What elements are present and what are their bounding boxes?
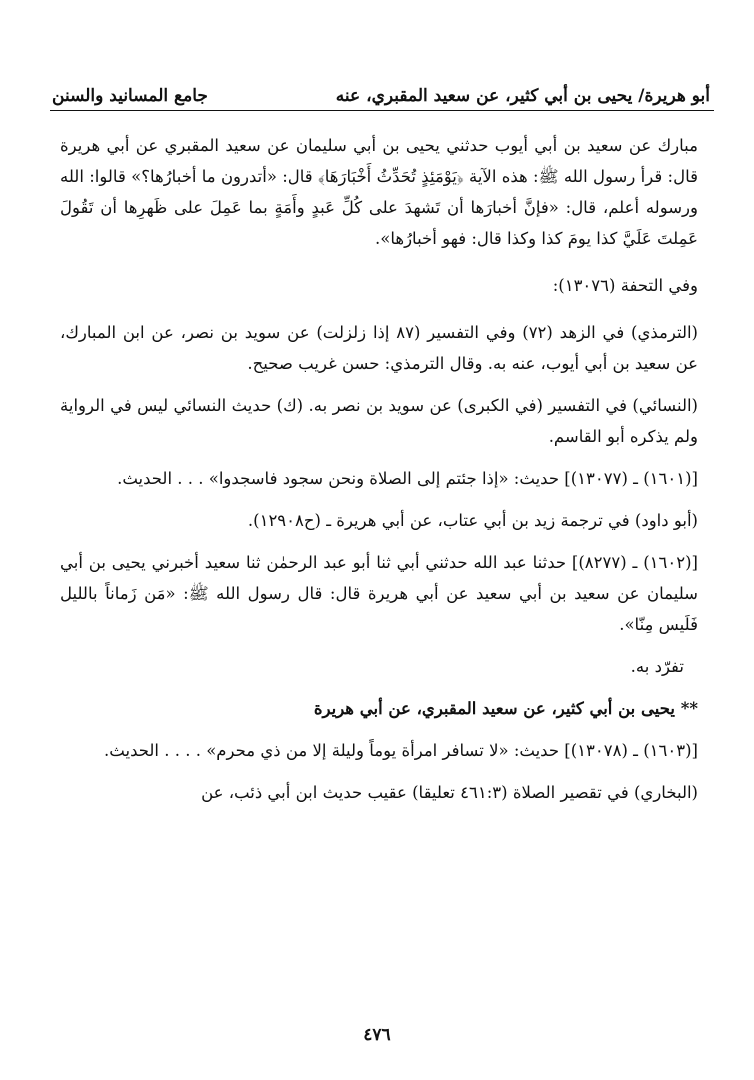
paragraph-hadith-1603: [(١٦٠٣) ـ (١٣٠٧٨)] حديث: «لا تسافر امرأة يوماً وليلة إلا من ذي محرم» . . . . الحديث.	[104, 741, 698, 760]
paragraph-tuhfa-ref: وفي التحفة (١٣٠٧٦):	[552, 276, 698, 295]
paragraph-hadith-1601: [(١٦٠١) ـ (١٣٠٧٧)] حديث: «إذا جئتم إلى الصلاة ونحن سجود فاسجدوا» . . . الحديث.	[117, 469, 698, 488]
paragraph-tirmidhi: (الترمذي) في الزهد (٧٢) وفي التفسير (٨٧ إذا زلزلت) عن سويد بن نصر، عن ابن المبارك، عن سعيد بن أبي أيوب، عنه به. وقال الترمذي: حسن غريب صحيح.	[60, 323, 698, 373]
header-rule	[50, 110, 714, 111]
paragraph-hadith-1602: [(١٦٠٢) ـ (٨٢٧٧)] حدثنا عبد الله حدثني أبي ثنا أبو عبد الرحمٰن ثنا سعيد أخبرني يحيى بن أبي سليمان عن سعيد بن أبي سعيد عن أبي هريرة قال: قال رسول الله ﷺ: «مَن زَماناً بالليل فَلَيس مِنّا».	[60, 553, 698, 634]
page-body	[60, 130, 698, 819]
paragraph-hadith-text: مبارك عن سعيد بن أبي أيوب حدثني يحيى بن أبي سليمان عن سعيد المقبري عن أبي هريرة قال: قرأ رسول الله ﷺ: هذه الآية ﴿يَوْمَئِذٍ تُحَدِّثُ أَخْبَارَهَا﴾ قال: «أتدرون ما أخبارُها؟» قالوا: الله ورسوله أعلم، قال: «فإنَّ أخبارَها أن تَشهدَ على كُلِّ عَبدٍ وأَمَةٍ بما عَمِلَ على ظَهرِها أن تَقُولَ عَمِلتَ عَلَيَّ كذا يومَ كذا وكذا قال: فهو أخبارُها».	[60, 136, 698, 248]
page-number: ٤٧٦	[363, 1025, 391, 1045]
paragraph-bukhari: (البخاري) في تقصير الصلاة (٤٦١:٣ تعليقا) عقيب حديث ابن أبي ذئب، عن	[201, 783, 698, 802]
paragraph-nasai: (النسائي) في التفسير (في الكبرى) عن سويد بن نصر به. (ك) حديث النسائي ليس في الرواية ولم يذكره أبو القاسم.	[60, 396, 698, 446]
paragraph-abu-dawud: (أبو داود) في ترجمة زيد بن أبي عتاب، عن أبي هريرة ـ (ح١٢٩٠٨).	[247, 511, 698, 530]
section-heading: ** يحيى بن أبي كثير، عن سعيد المقبري، عن أبي هريرة	[313, 699, 698, 718]
header-chapter-title: أبو هريرة/ يحيى بن أبي كثير، عن سعيد المقبري، عنه	[335, 86, 710, 106]
header-book-title: جامع المسانيد والسنن	[52, 86, 208, 106]
running-header	[52, 70, 710, 110]
paragraph-tafarrud: تفرّد به.	[630, 657, 684, 676]
